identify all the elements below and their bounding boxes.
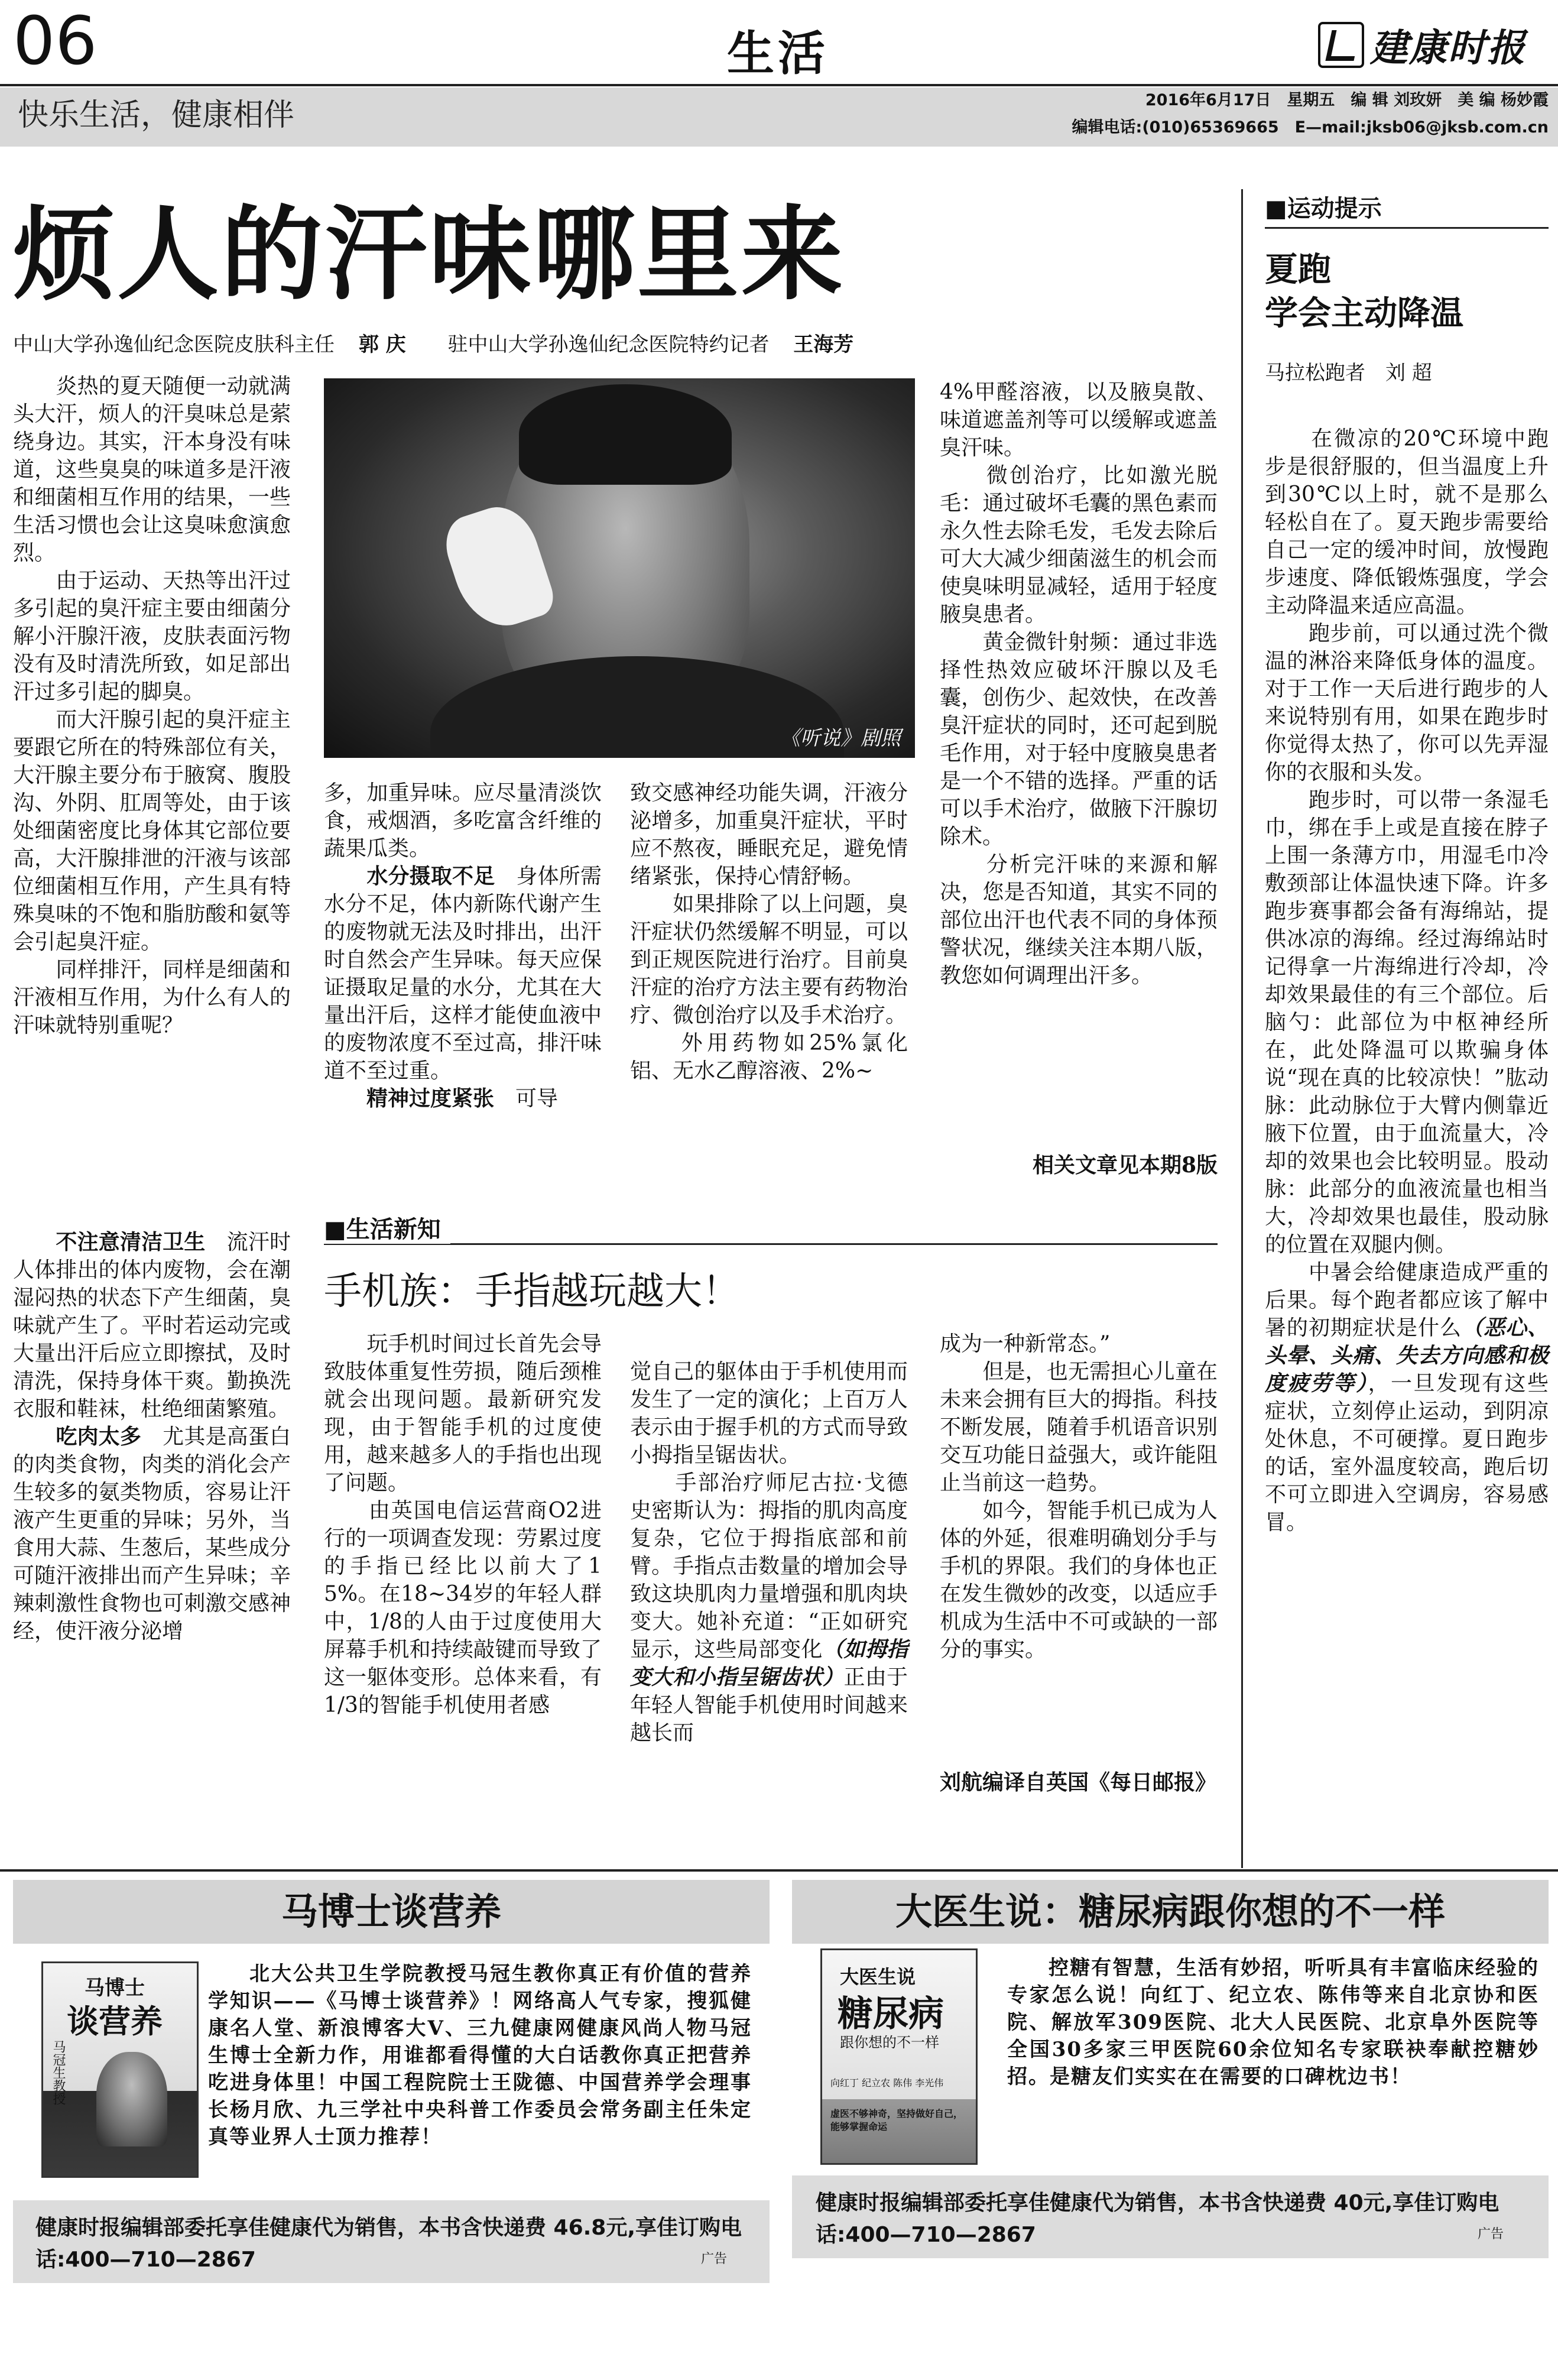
phone-col2-text-a: 觉自己的躯体由于手机使用而发生了一定的演化；上百万人表示由于握手机的方式而导致小拇指呈锯齿状。 手部治疗师尼古拉·戈德史密斯认为：拇指的肌肉高度复杂，它位于拇指底部和前臂。手指点击数量的增加会导致这块肌肉力量增强和肌肉块变大。她补充道：“正如研究显示，这些局部变化 [630, 1360, 908, 1662]
ad-left-cover-side: 马冠生教授 [51, 2040, 66, 2105]
ad-right-mark: 广告 [1478, 2227, 1504, 2242]
ad-left-text: 北大公共卫生学院教授马冠生教你真正有价值的营养学知识——《马博士谈营养》！网络高人气专家，搜狐健康名人堂、新浪博客大V、三九健康网健康风尚人物马冠生博士全新力作，用谁都看得懂的大白话教你真正把营养吃进身体里！中国工程院院士王陇德、中国营养学会理事长杨月欣、九三学社中央科普工作委员会常务副主任朱定真等业界人士顶力推荐！ [208, 1962, 752, 2149]
logo-emblem-icon [1318, 22, 1364, 68]
paper-logo-text: 建康时报 [1370, 26, 1526, 70]
phone-col3-text: 成为一种新常态。” 但是，也无需担心儿童在未来会拥有巨大的拇指。科技不断发展，随着手机语音识别交互功能日益强大，或许能阻止当前这一趋势。 如今，智能手机已成为人体的外延，很难明确划分手与手机的界限。我们的身体也正在发生微妙的改变，以适应手机成为生活中不可或缺的一部分的事实。 [940, 1332, 1218, 1662]
phone-col2-emph: （如拇指变大和小指呈锯齿状） [630, 1637, 908, 1690]
paper-logo [1318, 21, 1526, 69]
phone-col1-text: 玩手机时间过长首先会导致肢体重复性劳损，随后颈椎就会出现问题。最新研究发现，由于智能手机的过度使用，越来越多人的手指也出现了问题。 由英国电信运营商O2进行的一项调查发现：劳累过度的手指已经比以前大了15%。在18~34岁的年轻人群中，1/8的人由于过度使用大屏幕手机和持续敲键而导致了这一躯体变形。总体来看，有1/3的智能手机使用者感 [324, 1332, 602, 1717]
heading-meat: 吃肉太多 [56, 1424, 141, 1449]
sidebar-section-tag: ■运动提示 [1265, 195, 1382, 222]
phone-credit: 刘航编译自英国《每日邮报》 [940, 1770, 1217, 1795]
main-headline: 烦人的汗味哪里来 [13, 194, 845, 314]
col2-text-3: 可导 [515, 1087, 559, 1111]
phone-col2 [630, 1330, 908, 1862]
byline-1-name: 郭 庆 [358, 333, 406, 356]
sidebar-body [1265, 397, 1549, 1857]
sidebar-tag-rule [1265, 227, 1549, 229]
main-col2 [324, 779, 602, 1193]
sidebar-divider [1241, 189, 1243, 1868]
ad-right-cover-title-2: 糖尿病 [838, 1993, 944, 2035]
main-col1-text: 炎热的夏天随便一动就满头大汗，烦人的汗臭味总是萦绕身边。其实，汗本身没有味道，这些臭臭的味道多是汗液和细菌相互作用的结果，一些生活习惯也会让这臭味愈演愈烈。 由于运动、天热等出汗过多引起的臭汗症主要由细菌分解小汗腺汗液，皮肤表面污物没有及时清洗所致，如足部出汗过多引起的脚臭。 而大汗腺引起的臭汗症主要跟它所在的特殊部位有关，大汗腺主要分布于腋窝、腹股沟、外阴、肛周等处，由于该处细菌密度比身体其它部位要高，大汗腺排泄的汗液与该部位细菌相互作用，产生具有特殊臭味的不饱和脂肪酸和氨等会引起臭汗症。 同样排汗，同样是细菌和汗液相互作用，为什么有人的汗味就特别重呢？ [13, 374, 291, 1037]
heading-hygiene: 不注意清洁卫生 [56, 1230, 206, 1254]
ad-left-mark: 广告 [701, 2252, 728, 2266]
hygiene-text: 流汗时人体排出的体内废物，会在潮湿闷热的状态下产生细菌，臭味就产生了。平时若运动完或大量出汗后应立即擦拭，及时清洗，保持身体干爽。勤换洗衣服和鞋袜，杜绝细菌繁殖。 [13, 1230, 291, 1421]
sidebar-text-emph: （恶心、头晕、头痛、失去方向感和极度疲劳等） [1265, 1315, 1549, 1396]
ad-right-cover-slogan: 虚医不够神奇，坚持做好自己，能够掌握命运 [830, 2108, 963, 2132]
sidebar-headline-2: 学会主动降温 [1265, 294, 1463, 333]
ad-right-cover-title-3: 跟你想的不一样 [840, 2034, 939, 2051]
col2-text-2: 身体所需水分不足，体内新陈代谢产生的废物就无法及时排出，出汗时自然会产生异味。每天应保证摄取足量的水分，尤其在大量出汗后，这样才能使血液中的废物浓度不至过高，排汗味道不至过重。 [324, 864, 602, 1083]
date-line: 2016年6月17日 星期五 编 辑 刘玫妍 美 编 杨妙霞 [1145, 91, 1549, 109]
ads-top-rule [0, 1869, 1558, 1872]
sidebar-byline: 马拉松跑者 刘 超 [1265, 361, 1432, 385]
byline-2-name: 王海芳 [793, 333, 854, 356]
ad-right-footer: 健康时报编辑部委托享佳健康代为销售，本书含快递费 40元,享佳订购电话:400—710—2867 [816, 2191, 1499, 2247]
contact-line: 编辑电话:(010)65369665 E—mail:jksb06@jksb.com.cn [1072, 118, 1549, 137]
ad-left-book-cover [41, 1961, 199, 2178]
slogan: 快乐生活，健康相伴 [18, 98, 295, 133]
sidebar-text: 在微凉的20℃环境中跑步是很舒服的，但当温度上升到30℃以上时，就不是那么轻松自在了。夏天跑步需要给自己一定的缓冲时间，放慢跑步速度、降低锻炼强度，学会主动降温来适应高温。 跑步前，可以通过洗个微温的淋浴来降低身体的温度。对于工作一天后进行跑步的人来说特别有用，如果在跑步时你觉得太热了，你可以先弄湿你的衣服和头发。 跑步时，可以带一条湿毛巾，绑在手上或是直接在脖子上围一条薄方巾，用湿毛巾冷敷颈部让体温快速下降。许多跑步赛事都会备有海绵站，提供冰凉的海绵。经过海绵站时记得拿一片海绵进行冷却，冷却效果最佳的有三个部位。后脑勺：此部位为中枢神经所在，此处降温可以欺骗身体说“现在真的比较凉快！”肱动脉：此动脉位于大臂内侧靠近腋下位置，由于血流量大，冷却的效果也会比较明显。股动脉：此部分的血液流量也相当大，冷却效果也最佳，股动脉的位置在双腿内侧。 中暑会给健康造成严重的后果。每个跑者都应该了解中暑的初期症状是什么 [1265, 427, 1549, 1340]
main-byline [13, 330, 853, 359]
heading-stress: 精神过度紧张 [366, 1086, 495, 1111]
ad-left-cover-title-1: 马博士 [85, 1976, 145, 2000]
main-col4-text: 4%甲醛溶液，以及腋臭散、味道遮盖剂等可以缓解或遮盖臭汗味。 微创治疗，比如激光脱毛：通过破坏毛囊的黑色素而永久性去除毛发，毛发去除后可大大减少细菌滋生的机会而使臭味明显减轻，适用于轻度腋臭患者。 黄金微针射频：通过非选择性热效应破坏汗腺以及毛囊，创伤少、起效快，在改善臭汗症状的同时，还可起到脱毛作用，对于轻中度腋臭患者是一个不错的选择。严重的话可以手术治疗，做腋下汗腺切除术。 分析完汗味的来源和解决，您是否知道，其实不同的部位出汗也代表不同的身体预警状况，继续关注本期八版，教您如何调理出汗多。 [940, 380, 1218, 988]
meat-text: 尤其是高蛋白的肉类食物，肉类的消化会产生较多的氨类物质，容易让汗液产生更重的异味；另外，当食用大蒜、生葱后，某些成分可随汗液排出而产生异味；辛辣刺激性食物也可刺激交感神经，使汗液分泌增 [13, 1425, 291, 1643]
col2-text-1: 多，加重异味。应尽量清淡饮食，戒烟酒，多吃富含纤维的蔬果瓜类。 [324, 781, 602, 861]
byline-1-role: 中山大学孙逸仙纪念医院皮肤科主任 [13, 333, 335, 356]
ad-right-book-cover [820, 1948, 978, 2165]
phone-col2-text-b: 正由于年轻人智能手机使用时间越来越长而 [630, 1665, 908, 1745]
ad-left-footer: 健康时报编辑部委托享佳健康代为销售，本书含快递费 46.8元,享佳订购电话:400—710—2867 [35, 2216, 742, 2272]
phone-headline: 手机族：手指越玩越大！ [324, 1270, 740, 1314]
author-portrait [96, 2052, 167, 2146]
ad-left-cover-title-2: 谈营养 [67, 2002, 163, 2040]
photo-caption: 《听说》剧照 [780, 727, 901, 750]
heading-water: 水分摄取不足 [366, 864, 495, 889]
phone-section-rule [324, 1243, 1218, 1245]
ad-right-title: 大医生说：糖尿病跟你想的不一样 [895, 1890, 1445, 1933]
related-note: 相关文章见本期8版 [1032, 1153, 1218, 1178]
sidebar-text-end: ，一旦发现有这些症状，立刻停止运动，到阴凉处休息，不可硬撑。夏日跑步的话，室外温度较高，跑后切不可立即进入空调房，容易感冒。 [1265, 1371, 1549, 1535]
sidebar-headline-1: 夏跑 [1265, 251, 1331, 289]
drama-still-photo [324, 378, 915, 758]
phone-section-tag: ■生活新知 [324, 1215, 450, 1244]
ad-right-cover-line: 向红丁 纪立农 陈伟 李光伟 [830, 2077, 944, 2089]
masthead-rule [0, 84, 1558, 86]
main-col1b [13, 1228, 291, 1855]
byline-2-role: 驻中山大学孙逸仙纪念医院特约记者 [447, 333, 770, 356]
section-title: 生活 [727, 25, 829, 81]
ad-right-text: 控糖有智慧，生活有妙招，听听具有丰富临床经验的专家怎么说！向红丁、纪立农、陈伟等来自北京协和医院、解放军309医院、北大人民医院、北京阜外医院等全国30多家三甲医院60余位知名专家联袂奉献控糖妙招。是糖友们实实在在需要的口碑枕边书！ [1007, 1956, 1539, 2089]
ad-left-title: 马博士谈营养 [281, 1890, 501, 1933]
actor-hair [519, 384, 732, 485]
ad-right-cover-title-1: 大医生说 [840, 1966, 916, 1988]
main-col3-text: 致交感神经功能失调，汗液分泌增多，加重臭汗症状，平时应不熬夜，睡眠充足，避免情绪紧张，保持心情舒畅。 如果排除了以上问题，臭汗症状仍然缓解不明显，可以到正规医院进行治疗。目前臭汗症的治疗方法主要有药物治疗、微创治疗以及手术治疗。 外用药物如25%氯化铝、无水乙醇溶液、2%~ [630, 781, 908, 1083]
page-number: 06 [13, 3, 98, 80]
